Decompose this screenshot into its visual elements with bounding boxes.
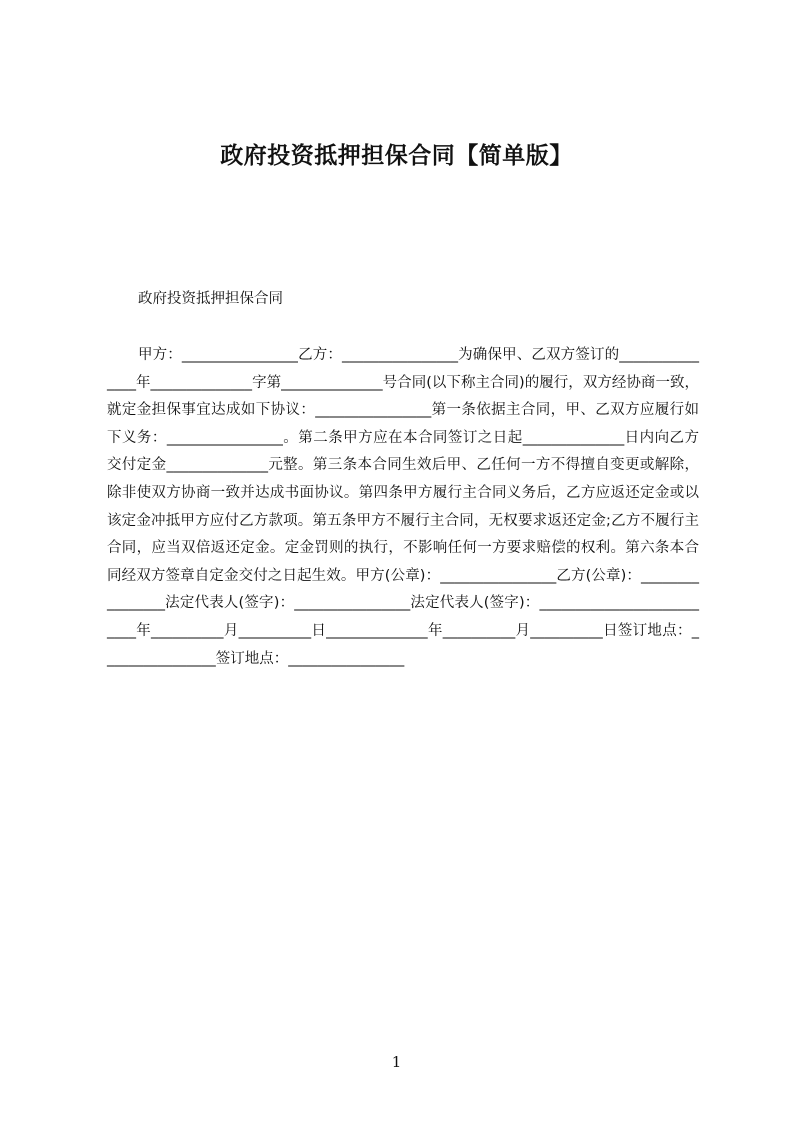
contract-body: 甲方：________________乙方：________________为确保甲、乙双方签订的_______________年______________字第______________号合同(以下称主合同)的履行，双方经协商一致，就定金担保事宜达成如下协议：________________第一条依据主合同，甲、乙双方应履行如下义务：________________。第二条甲方应在本合同签订之日起______________日内向乙方交付定金______________元整。第三条本合同生效后甲、乙任何一方不得擅自变更或解除，除非使双方协商一致并达成书面协议。第四条甲方履行主合同义务后，乙方应返还定金或以该定金冲抵甲方应付乙方款项。第五条甲方不履行主合同，无权要求返还定金;乙方不履行主合同，应当双倍返还定金。定金罚则的执行，不影响任何一方要求赔偿的权利。第六条本合同经双方签章自定金交付之日起生效。甲方(公章)：________________乙方(公章)：________________法定代表人(签字)：________________法定代表人(签字)：__________________________年__________月__________日______________年__________月__________日签订地点：________________签订地点：________________ xyxy=(107,347,699,667)
document-title: 政府投资抵押担保合同【简单版】 xyxy=(220,143,573,169)
document-subtitle: 政府投资抵押担保合同 xyxy=(138,291,283,307)
page-number: 1 xyxy=(391,1053,402,1071)
